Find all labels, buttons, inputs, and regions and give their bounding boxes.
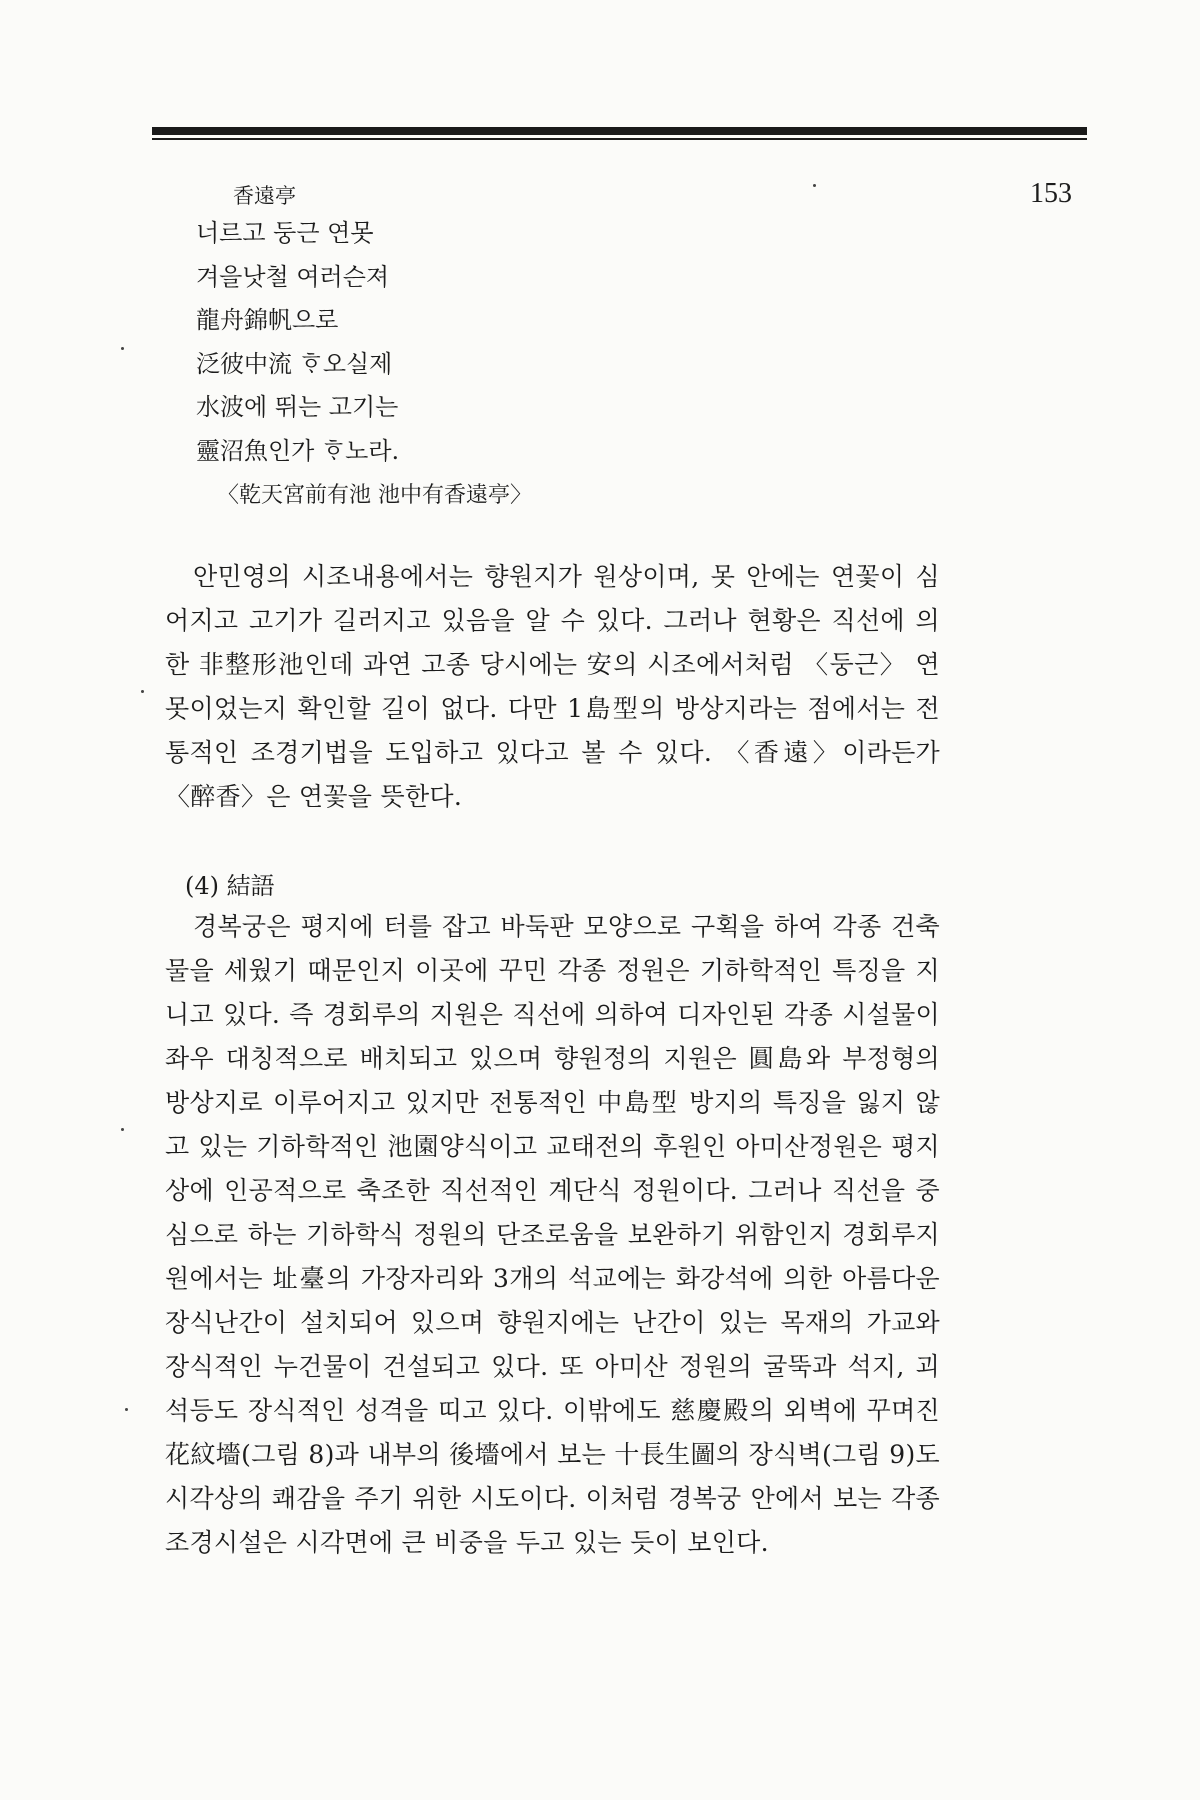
scan-speck <box>813 184 816 187</box>
header-rule-thin <box>152 138 1087 140</box>
poem-line: 너르고 둥근 연못 <box>196 219 374 247</box>
scan-speck <box>121 1128 124 1131</box>
page-number: 153 <box>1030 178 1072 209</box>
scan-speck <box>125 1408 128 1411</box>
poem-source: 〈乾天宮前有池 池中有香遠亭〉 <box>217 483 532 508</box>
poem-line: 겨을낫철 여러슨져 <box>196 262 390 291</box>
poem-line: 水波에 뛰는 고기는 <box>196 393 399 421</box>
poem-line: 泛彼中流 ᄒᆞ오실제 <box>196 349 393 378</box>
section-heading: (4) 結語 <box>185 872 275 900</box>
poem-lines <box>196 212 399 473</box>
scan-speck <box>121 347 124 350</box>
poem-line: 靈沼魚인가 ᄒᆞ노라. <box>196 436 400 465</box>
header-rule-thick <box>152 127 1087 135</box>
poem-line: 龍舟錦帆으로 <box>196 306 339 334</box>
body-paragraph-1: 안민영의 시조내용에서는 향원지가 원상이며, 못 안에는 연꽃이 심어지고 고기가 길러지고 있음을 알 수 있다. 그러나 현황은 직선에 의한 非整形池인데 과연 고종 당시에는 安의 시조에서처럼 〈둥근〉 연못이었는지 확인할 길이 없다. 다만 1島型의 방상지라는 점에서는 전통적인 조경기법을 도입하고 있다고 볼 수 있다. 〈香遠〉이라든가 〈醉香〉은 연꽃을 뜻한다. <box>165 562 940 811</box>
poem-title: 香遠亭 <box>233 184 296 208</box>
scan-speck <box>141 690 144 693</box>
body-paragraph-2: 경복궁은 평지에 터를 잡고 바둑판 모양으로 구획을 하여 각종 건축물을 세웠기 때문인지 이곳에 꾸민 각종 정원은 기하학적인 특징을 지니고 있다. 즉 경회루의 지원은 직선에 의하여 디자인된 각종 시설물이 좌우 대칭적으로 배치되고 있으며 향원정의 지원은 圓島와 부정형의 방상지로 이루어지고 있지만 전통적인 中島型 방지의 특징을 잃지 않고 있는 기하학적인 池園양식이고 교태전의 후원인 아미산정원은 평지상에 인공적으로 축조한 직선적인 계단식 정원이다. 그러나 직선을 중심으로 하는 기하학식 정원의 단조로움을 보완하기 위함인지 경회루지원에서는 址臺의 가장자리와 3개의 석교에는 화강석에 의한 아름다운 장식난간이 설치되어 있으며 향원지에는 난간이 있는 목재의 가교와 장식적인 누건물이 건설되고 있다. 또 아미산 정원의 굴뚝과 석지, 괴석등도 장식적인 성격을 띠고 있다. 이밖에도 慈慶殿의 외벽에 꾸며진 花紋墻(그림 8)과 내부의 後墻에서 보는 十長生圖의 장식벽(그림 9)도 시각상의 쾌감을 주기 위한 시도이다. 이처럼 경복궁 안에서 보는 각종 조경시설은 시각면에 큰 비중을 두고 있는 듯이 보인다. <box>165 912 940 1557</box>
